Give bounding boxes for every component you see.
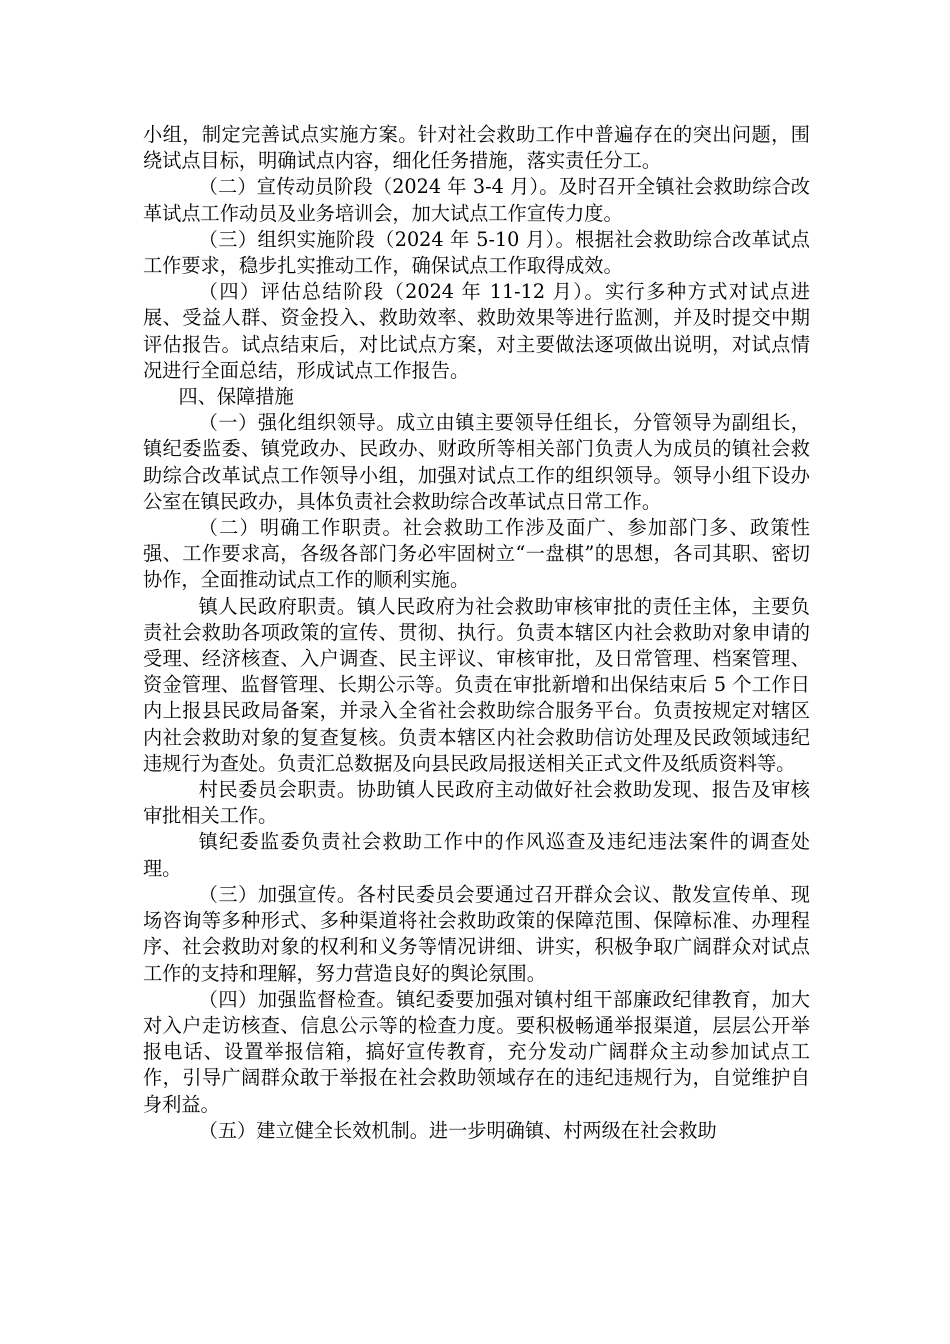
paragraph-town-government-duties: 镇人民政府职责。镇人民政府为社会救助审核审批的责任主体，主要负责社会救助各项政策的宣传、贯彻、执行。负责本辖区内社会救助对象申请的受理、经济核查、入户调查、民主评议、审核审批，及日常管理、档案管理、资金管理、监督管理、长期公示等。负责在审批新增和出保结束后 5 个工作日内上报县民政局备案，并录入全省社会救助综合服务平台。负责按规定对辖区内社会救助对象的复查复核。负责本辖区内社会救助信访处理及民政领域违纪违规行为查处。负责汇总数据及向县民政局报送相关正式文件及纸质资料等。 (143, 594, 810, 775)
paragraph-long-term-mechanism: （五）建立健全长效机制。进一步明确镇、村两级在社会救助 (198, 1118, 717, 1142)
paragraph-supervision: （四）加强监督检查。镇纪委要加强对镇村组干部廉政纪律教育，加大对入户走访核查、信息公示等的检查力度。要积极畅通举报渠道，层层公开举报电话、设置举报信箱，搞好宣传教育，充分发动广阔群众主动参加试点工作，引导广阔群众敢于举报在社会救助领域存在的违纪违规行为，自觉维护自身利益。 (143, 987, 810, 1116)
section-heading-safeguards: 四、保障措施 (178, 385, 294, 409)
document-body (143, 122, 810, 1144)
paragraph-duties: （二）明确工作职责。社会救助工作涉及面广、参加部门多、政策性强、工作要求高，各级各部门务必牢固树立“一盘棋”的思想，各司其职、密切协作，全面推动试点工作的顺利实施。 (143, 516, 810, 592)
paragraph-discipline-commission: 镇纪委监委负责社会救助工作中的作风巡查及违纪违法案件的调查处理。 (143, 830, 810, 880)
paragraph-leadership: （一）强化组织领导。成立由镇主要领导任组长，分管领导为副组长，镇纪委监委、镇党政办、民政办、财政所等相关部门负责人为成员的镇社会救助综合改革试点工作领导小组，加强对试点工作的组织领导。领导小组下设办公室在镇民政办，具体负责社会救助综合改革试点日常工作。 (143, 411, 810, 513)
paragraph-stage-3: （三）组织实施阶段（2024 年 5-10 月）。根据社会救助综合改革试点工作要求，稳步扎实推动工作，确保试点工作取得成效。 (143, 227, 810, 278)
paragraph-village-committee-duties: 村民委员会职责。协助镇人民政府主动做好社会救助发现、报告及审核审批相关工作。 (143, 778, 810, 828)
paragraph-stage-4: （四）评估总结阶段（2024 年 11-12 月）。实行多种方式对试点进展、受益人群、资金投入、救助效率、救助效果等进行监测，并及时提交中期评估报告。试点结束后，对比试点方案，对主要做法逐项做出说明，对试点情况进行全面总结，形成试点工作报告。 (143, 280, 810, 382)
paragraph-stage-2: （二）宣传动员阶段（2024 年 3-4 月）。及时召开全镇社会救助综合改革试点工作动员及业务培训会，加大试点工作宣传力度。 (143, 175, 810, 225)
paragraph-continuation: 小组，制定完善试点实施方案。针对社会救助工作中普遍存在的突出问题，围绕试点目标，明确试点内容，细化任务措施，落实责任分工。 (143, 123, 810, 173)
paragraph-publicity: （三）加强宣传。各村民委员会要通过召开群众会议、散发宣传单、现场咨询等多种形式、多种渠道将社会救助政策的保障范围、保障标准、办理程序、社会救助对象的权利和义务等情况讲细、讲实，积极争取广阔群众对试点工作的支持和理解，努力营造良好的舆论氛围。 (143, 882, 810, 985)
